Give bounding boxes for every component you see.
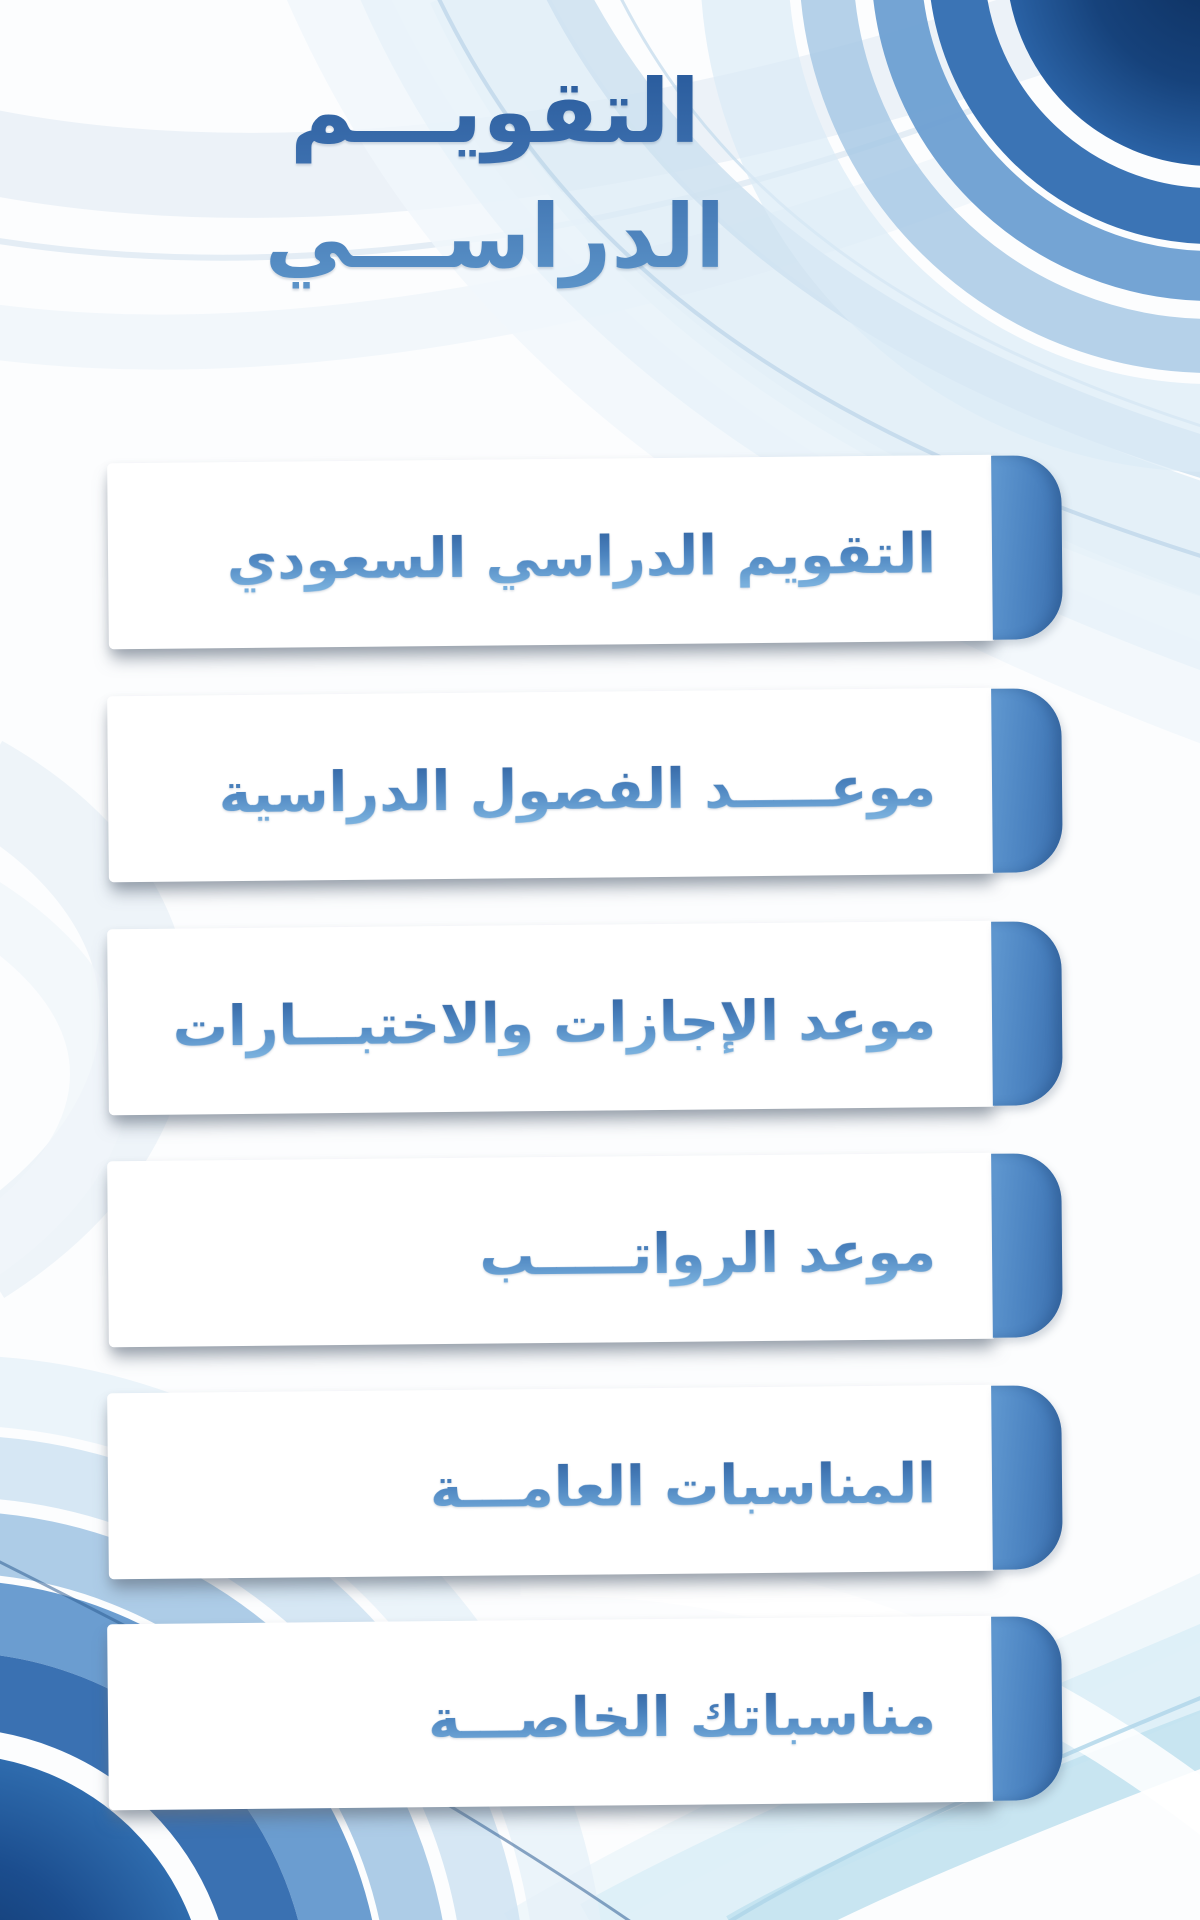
menu-item-personal-occasions[interactable] <box>107 1616 997 1811</box>
menu-item-semester-dates[interactable] <box>107 688 997 883</box>
menu-item-label: المناسبات العامـــة <box>108 1440 997 1525</box>
menu-item-label: موعد الرواتـــــب <box>108 1208 997 1293</box>
page-title-line-2: الدراســـي <box>264 184 726 288</box>
menu-item-salary-dates[interactable] <box>107 1153 997 1348</box>
item-tab-shape <box>991 455 1063 640</box>
page-title-line-1: التقويـــم <box>290 60 700 163</box>
menu-item-label: موعـــــد الفصول الدراسية <box>108 743 997 828</box>
menu-item-label: التقويم الدراسي السعودي <box>108 510 997 595</box>
item-tab-shape <box>991 921 1063 1106</box>
menu-item-holidays-exams-dates[interactable] <box>107 921 997 1116</box>
menu-item-saudi-calendar[interactable] <box>107 455 997 650</box>
menu-item-label: مناسباتك الخاصـــة <box>108 1671 997 1756</box>
menu-item-public-occasions[interactable] <box>107 1385 997 1580</box>
menu-item-label: موعد الإجازات والاختبـــارات <box>108 976 997 1061</box>
item-tab-shape <box>991 688 1063 873</box>
item-tab-shape <box>991 1616 1063 1801</box>
page-title <box>0 50 990 300</box>
item-tab-shape <box>991 1385 1063 1570</box>
item-tab-shape <box>991 1153 1063 1338</box>
